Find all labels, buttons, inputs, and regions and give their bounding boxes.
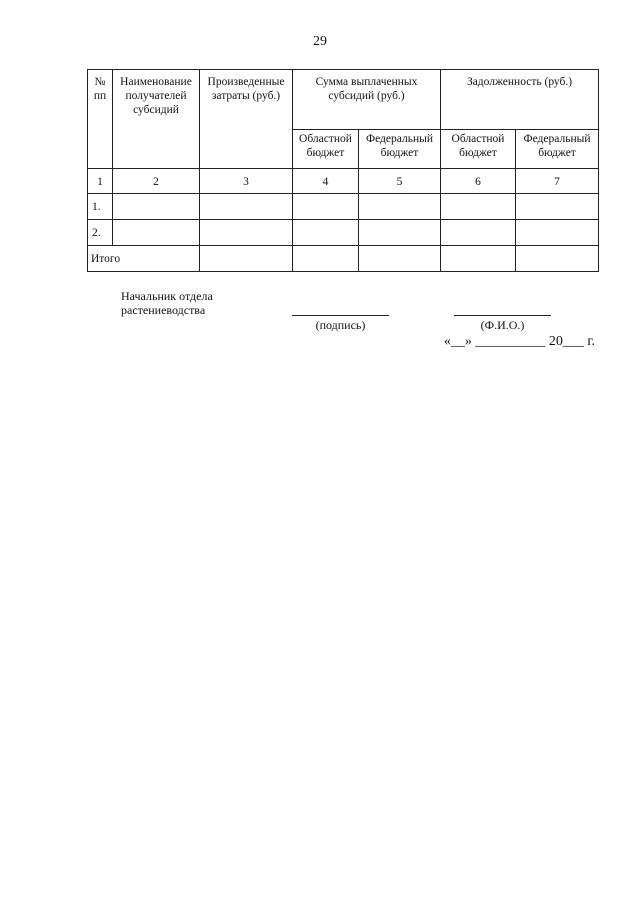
- table-cell[interactable]: [516, 194, 599, 220]
- total-cell[interactable]: [441, 246, 516, 272]
- table-cell[interactable]: [113, 220, 200, 246]
- total-row: [88, 246, 599, 272]
- fio-line[interactable]: [454, 315, 551, 316]
- table-row: [88, 194, 599, 220]
- header-costs: Произведенные затраты (руб.): [200, 70, 293, 169]
- total-cell[interactable]: [359, 246, 441, 272]
- column-number-row: [88, 169, 599, 194]
- row-number: 1.: [88, 194, 113, 220]
- subsidy-report-table: [87, 69, 599, 272]
- column-number: 7: [516, 169, 599, 194]
- column-number: 5: [359, 169, 441, 194]
- table-cell[interactable]: [200, 220, 293, 246]
- total-label: Итого: [88, 246, 200, 272]
- header-paid-federal: Федеральный бюджет: [359, 130, 441, 169]
- page-number: 29: [313, 34, 327, 49]
- column-number: 4: [293, 169, 359, 194]
- header-debt-federal: Федеральный бюджет: [516, 130, 599, 169]
- header-debt: Задолженность (руб.): [441, 70, 599, 130]
- date-line[interactable]: «__» __________ 20___ г.: [443, 334, 595, 349]
- header-paid-regional: Областной бюджет: [293, 130, 359, 169]
- table-cell[interactable]: [293, 220, 359, 246]
- header-paid-subsidies: Сумма выплаченных субсидий (руб.): [293, 70, 441, 130]
- row-number: 2.: [88, 220, 113, 246]
- total-cell[interactable]: [516, 246, 599, 272]
- column-number: 6: [441, 169, 516, 194]
- total-cell[interactable]: [200, 246, 293, 272]
- table-cell[interactable]: [441, 194, 516, 220]
- header-recipient-name: Наименование получателей субсидий: [113, 70, 200, 169]
- table-cell[interactable]: [359, 194, 441, 220]
- signature-caption: (подпись): [315, 318, 366, 332]
- table-row: [88, 220, 599, 246]
- signer-position: Начальник отдела растениеводства: [121, 289, 213, 317]
- table-cell[interactable]: [293, 194, 359, 220]
- fio-caption: (Ф.И.О.): [480, 318, 525, 332]
- header-num: № пп: [88, 70, 113, 169]
- column-number: 2: [113, 169, 200, 194]
- column-number: 1: [88, 169, 113, 194]
- table-cell[interactable]: [113, 194, 200, 220]
- table-cell[interactable]: [359, 220, 441, 246]
- column-number: 3: [200, 169, 293, 194]
- table-cell[interactable]: [200, 194, 293, 220]
- table-cell[interactable]: [516, 220, 599, 246]
- table-cell[interactable]: [441, 220, 516, 246]
- header-debt-regional: Областной бюджет: [441, 130, 516, 169]
- total-cell[interactable]: [293, 246, 359, 272]
- signature-line[interactable]: [292, 315, 389, 316]
